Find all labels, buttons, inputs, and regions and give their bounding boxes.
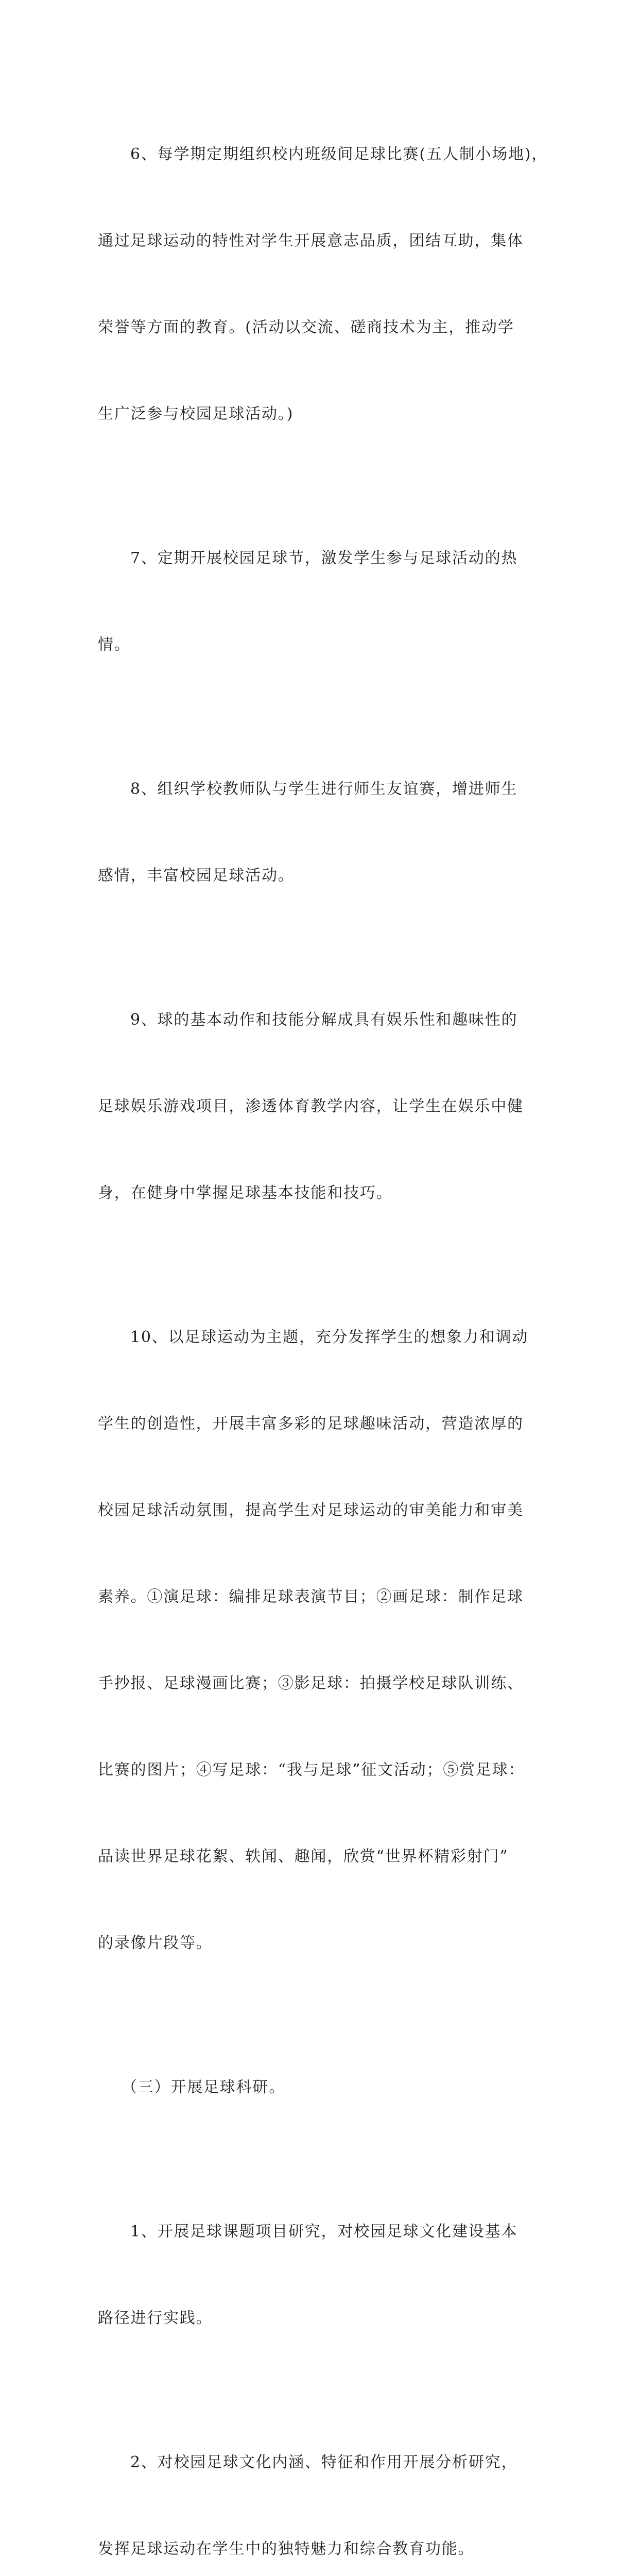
paragraph-line: 1、开展足球课题项目研究，对校园足球文化建设基本 [130,2223,518,2241]
paragraph-line: 路径进行实践。 [98,2309,213,2327]
paragraph-line: 校园足球活动氛围，提高学生对足球运动的审美能力和审美 [98,1501,524,1519]
paragraph-item-research-2 [98,2391,551,2576]
paragraph-line: 8、组织学校教师队与学生进行师生友谊赛，增进师生 [130,780,518,798]
paragraph-line: 学生的创造性，开展丰富多彩的足球趣味活动，营造浓厚的 [98,1415,524,1433]
section-heading-text: （三）开展足球科研。 [122,2078,285,2096]
paragraph-item-9 [98,948,551,1265]
document-body [98,82,551,2576]
paragraph-line: 足球娱乐游戏项目，渗透体育教学内容，让学生在娱乐中健 [98,1097,524,1115]
paragraph-line: 10、以足球运动为主题，充分发挥学生的想象力和调动 [130,1328,529,1346]
paragraph-item-8 [98,717,551,948]
paragraph-line: 2、对校园足球文化内涵、特征和作用开展分析研究， [130,2453,518,2471]
paragraph-line: 的录像片段等。 [98,1934,213,1952]
paragraph-item-research-1 [98,2160,551,2391]
paragraph-line: 身，在健身中掌握足球基本技能和技巧。 [98,1184,393,1202]
paragraph-line: 6、每学期定期组织校内班级间足球比赛(五人制小场地)， [130,145,548,163]
paragraph-line: 生广泛参与校园足球活动。) [98,405,294,423]
paragraph-line: 感情，丰富校园足球活动。 [98,867,295,885]
section-heading [98,2015,551,2160]
paragraph-line: 发挥足球运动在学生中的独特魅力和综合教育功能。 [98,2540,475,2558]
paragraph-line: 素养。①演足球：编排足球表演节目；②画足球：制作足球 [98,1588,524,1606]
paragraph-line: 荣誉等方面的教育。(活动以交流、磋商技术为主，推动学 [98,318,514,336]
paragraph-line: 通过足球运动的特性对学生开展意志品质，团结互助，集体 [98,232,524,250]
paragraph-item-6 [98,82,551,486]
paragraph-line: 手抄报、足球漫画比赛；③影足球：拍摄学校足球队训练、 [98,1674,524,1692]
paragraph-line: 9、球的基本动作和技能分解成具有娱乐性和趣味性的 [130,1011,518,1029]
paragraph-line: 情。 [98,636,131,654]
paragraph-line: 7、定期开展校园足球节，激发学生参与足球活动的热 [130,549,518,567]
paragraph-line: 品读世界足球花絮、轶闻、趣闻，欣赏“世界杯精彩射门” [98,1848,509,1866]
paragraph-item-7 [98,486,551,717]
paragraph-item-10 [98,1265,551,2015]
paragraph-line: 比赛的图片；④写足球：“我与足球”征文活动；⑤赏足球： [98,1761,525,1779]
